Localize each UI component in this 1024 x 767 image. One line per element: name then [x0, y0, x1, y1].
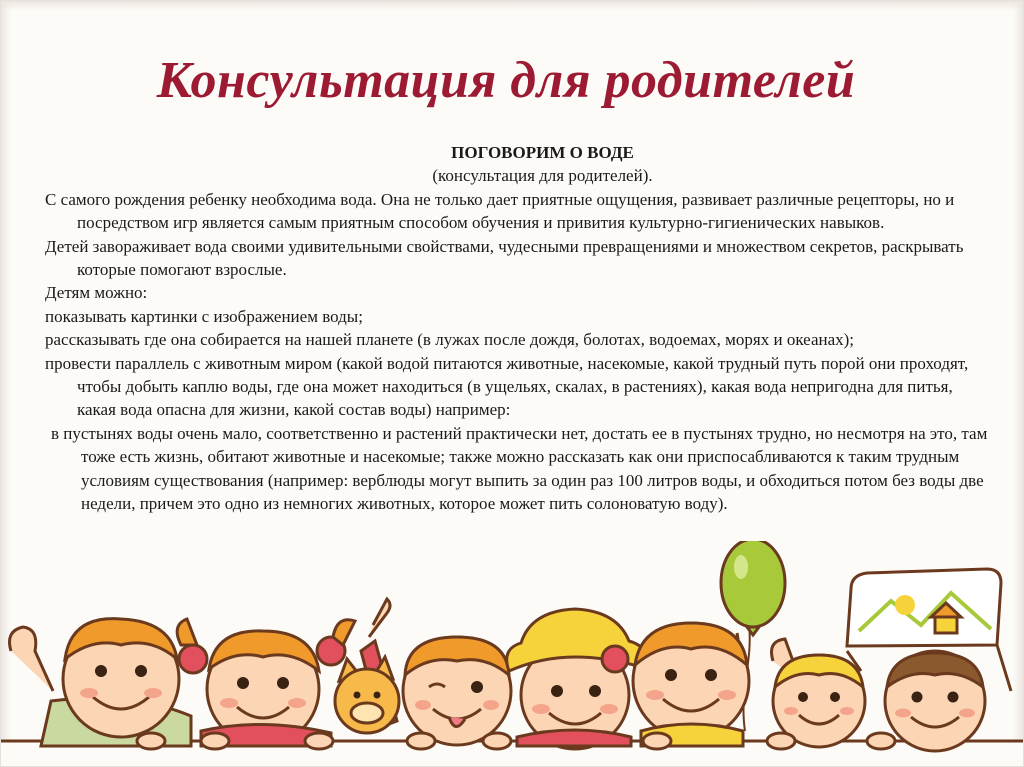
- paragraph: С самого рождения ребенку необходима вода. Она не только дает приятные ощущения, развивает различные рецепторы, но и посредством игр является самым приятным способом обучения и привития культурно-гигиенических навыков.: [45, 189, 955, 233]
- article-subheading: (консультация для родителей).: [432, 166, 653, 186]
- article-body: [45, 141, 990, 516]
- article-heading: ПОГОВОРИМ О ВОДЕ: [451, 143, 634, 162]
- paper-edge-top: [1, 1, 1024, 11]
- child-figure: [403, 637, 511, 745]
- paragraph: в пустынях воды очень мало, соответственно и растений практически нет, достать ее в пустынях трудно, но несмотря на это, там тоже есть жизнь, обитают животные и насекомые; также можно рассказать как они приспосабливаются к таким трудным условиям существования (например: верблюды могут выпить за один раз 100 литров воды, и обходиться потом без воды две недели, причем это одно из немногих животных, которое может пить солоноватую воду).: [51, 423, 988, 514]
- children-illustration: [1, 541, 1024, 767]
- paragraph: Детей завораживает вода своими удивительными свойствами, чудесными превращениями и множеством секретов, раскрывать которые помогают взрослые.: [45, 236, 964, 280]
- paragraph: показывать картинки с изображением воды;: [45, 306, 363, 326]
- page-title: Консультация для родителей: [156, 52, 856, 109]
- drawing-frame-icon: [847, 569, 1001, 646]
- paragraph: Детям можно:: [45, 283, 148, 303]
- paragraph: провести параллель с животным миром (какой водой питаются животные, насекомые, какой трудный путь порой они проходят, чтобы добыть каплю воды, где она может находиться (в ущельях, скалах, в растениях), какая вода непригодна для питья, какая вода опасна для жизни, какой состав воды) например:: [45, 353, 969, 420]
- child-figure: [10, 619, 192, 746]
- paragraph: рассказывать где она собирается на нашей планете (в лужах после дождя, болотах, водоемах, морях и океанах);: [45, 330, 855, 350]
- child-figure: [633, 623, 749, 746]
- child-figure: [507, 609, 648, 749]
- child-figure: [177, 619, 355, 746]
